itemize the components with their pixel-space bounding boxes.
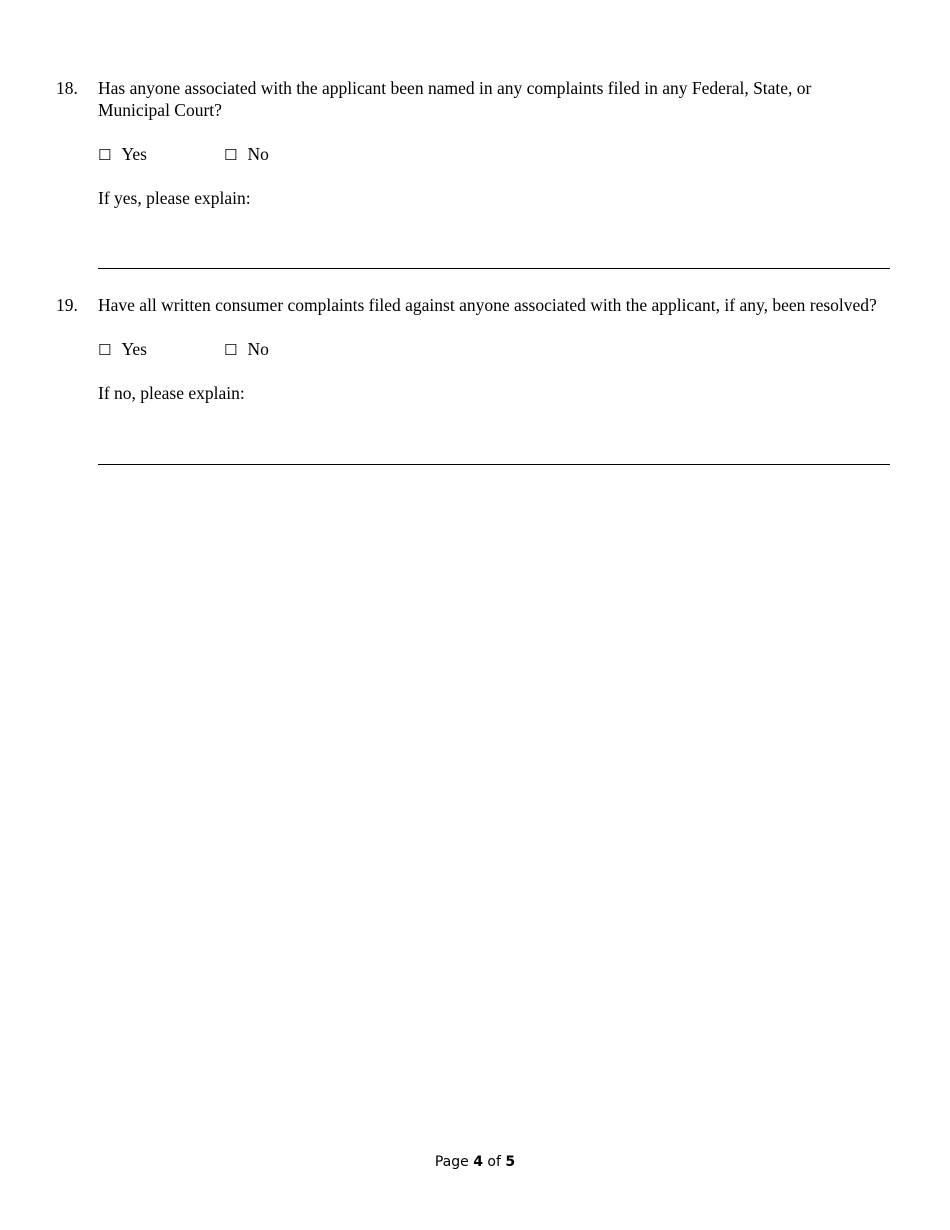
no-label: No (247, 339, 269, 359)
checkbox-icon[interactable]: ☐ (224, 341, 238, 359)
explain-label: If yes, please explain: (98, 188, 251, 208)
checkbox-icon[interactable]: ☐ (98, 341, 112, 359)
question-number: 19. (56, 295, 78, 315)
current-page-number: 4 (473, 1154, 483, 1170)
no-label: No (247, 144, 269, 164)
yes-label: Yes (121, 144, 147, 164)
no-checkbox[interactable] (224, 143, 269, 166)
question-number: 18. (56, 78, 78, 98)
no-checkbox[interactable] (224, 338, 269, 361)
page-footer (0, 1152, 950, 1172)
explanation-answer-line[interactable] (98, 268, 890, 269)
page-prefix: Page (434, 1154, 469, 1170)
page-separator: of (487, 1154, 501, 1170)
yes-label: Yes (121, 339, 147, 359)
question-text: Have all written consumer complaints filed against anyone associated with the applicant, if any, been resolved? (98, 295, 877, 315)
explanation-answer-line[interactable] (98, 464, 890, 465)
yes-checkbox[interactable] (98, 143, 147, 166)
checkbox-icon[interactable]: ☐ (224, 146, 238, 164)
yes-checkbox[interactable] (98, 338, 147, 361)
checkbox-icon[interactable]: ☐ (98, 146, 112, 164)
explain-label: If no, please explain: (98, 383, 245, 403)
total-page-count: 5 (505, 1154, 516, 1170)
question-text: Has anyone associated with the applicant been named in any complaints filed in any Federal, State, or Municipal Court? (98, 78, 812, 120)
